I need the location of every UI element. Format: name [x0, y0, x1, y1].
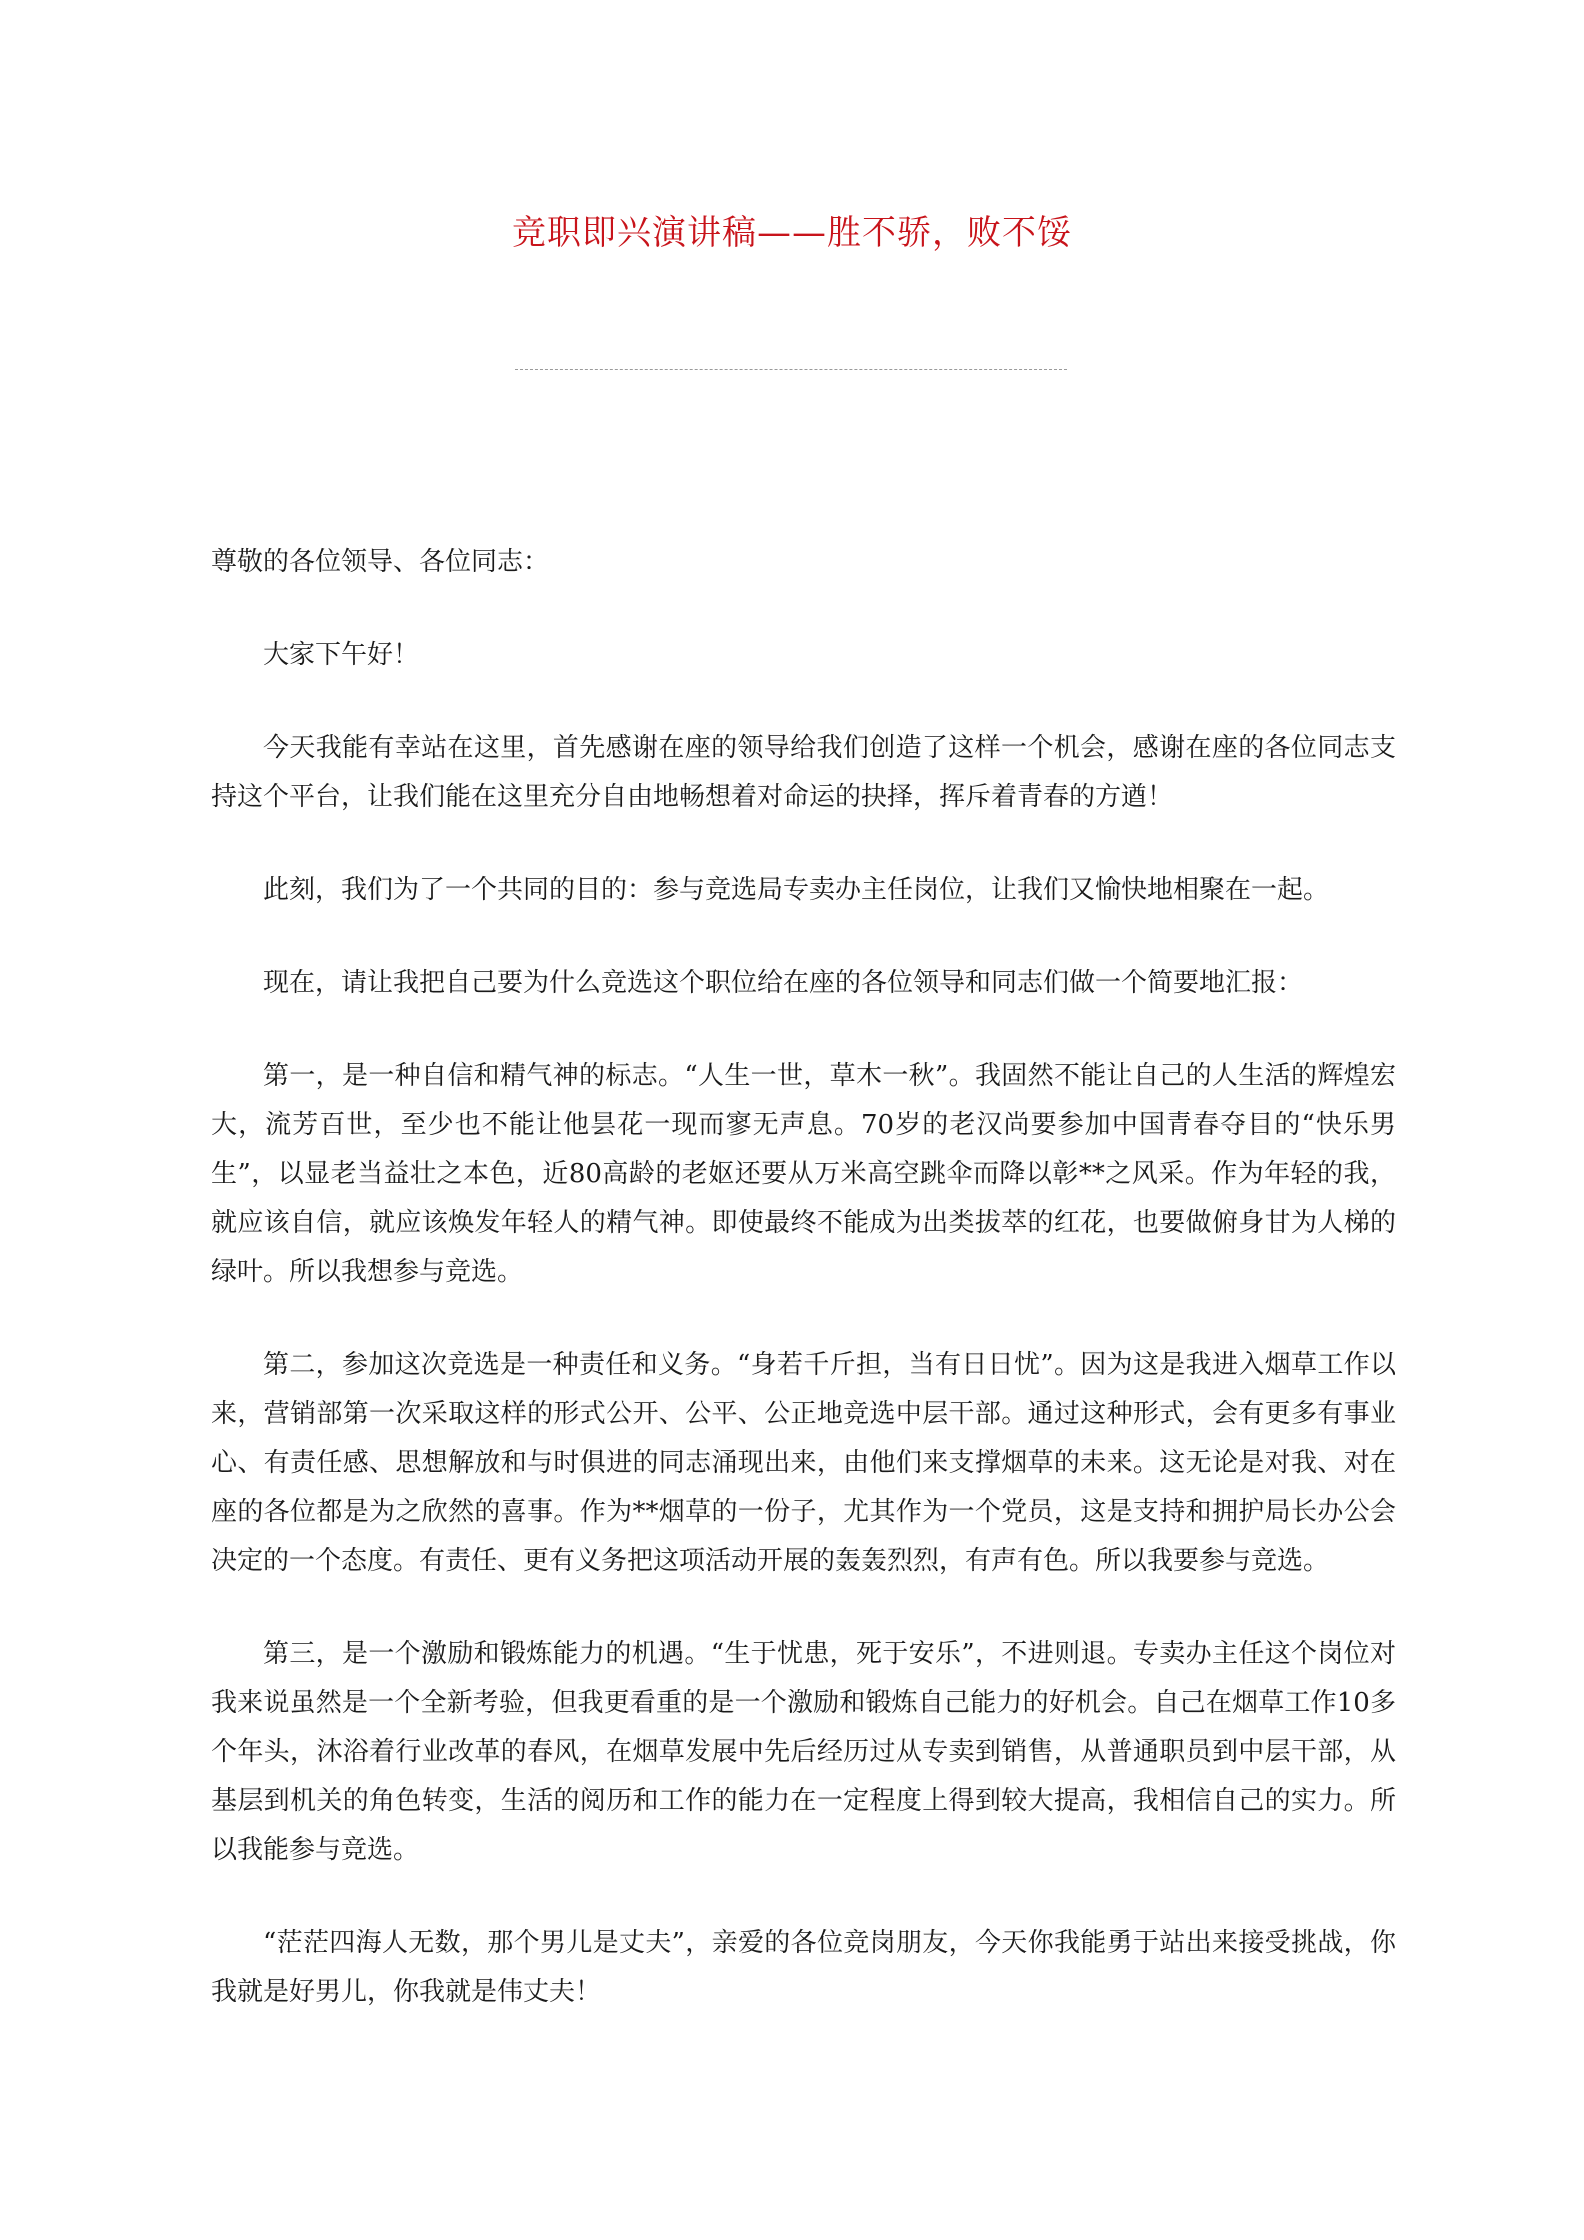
paragraph-thanks: 今天我能有幸站在这里，首先感谢在座的领导给我们创造了这样一个机会，感谢在座的各位同志支持这个平台，让我们能在这里充分自由地畅想着对命运的抉择，挥斥着青春的方遒！	[211, 733, 1396, 812]
paragraph-purpose: 此刻，我们为了一个共同的目的：参与竞选局专卖办主任岗位，让我们又愉快地相聚在一起。	[263, 875, 1330, 905]
document-title: 竞职即兴演讲稿——胜不骄，败不馁	[512, 213, 1072, 253]
paragraph-first-reason: 第一，是一种自信和精气神的标志。“人生一世，草木一秋”。我固然不能让自己的人生活的辉煌宏大，流芳百世，至少也不能让他昙花一现而寥无声息。70岁的老汉尚要参加中国青春夺目的“快乐男生”，以显老当益壮之本色，近80高龄的老妪还要从万米高空跳伞而降以彰**之风采。作为年轻的我，就应该自信，就应该焕发年轻人的精气神。即使最终不能成为出类拔萃的红花，也要做俯身甘为人梯的绿叶。所以我想参与竞选。	[211, 1061, 1396, 1287]
paragraph-intro: 现在，请让我把自己要为什么竞选这个职位给在座的各位领导和同志们做一个简要地汇报：	[263, 968, 1304, 998]
paragraph-second-reason: 第二，参加这次竞选是一种责任和义务。“身若千斤担，当有日日忧”。因为这是我进入烟草工作以来，营销部第一次采取这样的形式公开、公平、公正地竞选中层干部。通过这种形式，会有更多有事业心、有责任感、思想解放和与时俱进的同志涌现出来，由他们来支撑烟草的未来。这无论是对我、对在座的各位都是为之欣然的喜事。作为**烟草的一份子，尤其作为一个党员，这是支持和拥护局长办公会决定的一个态度。有责任、更有义务把这项活动开展的轰轰烈烈，有声有色。所以我要参与竞选。	[211, 1350, 1396, 1576]
paragraph-closing: “茫茫四海人无数，那个男儿是丈夫”，亲爱的各位竞岗朋友，今天你我能勇于站出来接受挑战，你我就是好男儿，你我就是伟丈夫！	[211, 1928, 1396, 2007]
document-body	[211, 538, 1396, 2061]
paragraph-greeting: 大家下午好！	[263, 640, 420, 670]
salutation: 尊敬的各位领导、各位同志：	[211, 547, 550, 577]
title-divider	[515, 369, 1067, 370]
paragraph-third-reason: 第三，是一个激励和锻炼能力的机遇。“生于忧患，死于安乐”，不进则退。专卖办主任这个岗位对我来说虽然是一个全新考验，但我更看重的是一个激励和锻炼自己能力的好机会。自己在烟草工作10多个年头，沐浴着行业改革的春风，在烟草发展中先后经历过从专卖到销售，从普通职员到中层干部，从基层到机关的角色转变，生活的阅历和工作的能力在一定程度上得到较大提高，我相信自己的实力。所以我能参与竞选。	[211, 1639, 1396, 1865]
